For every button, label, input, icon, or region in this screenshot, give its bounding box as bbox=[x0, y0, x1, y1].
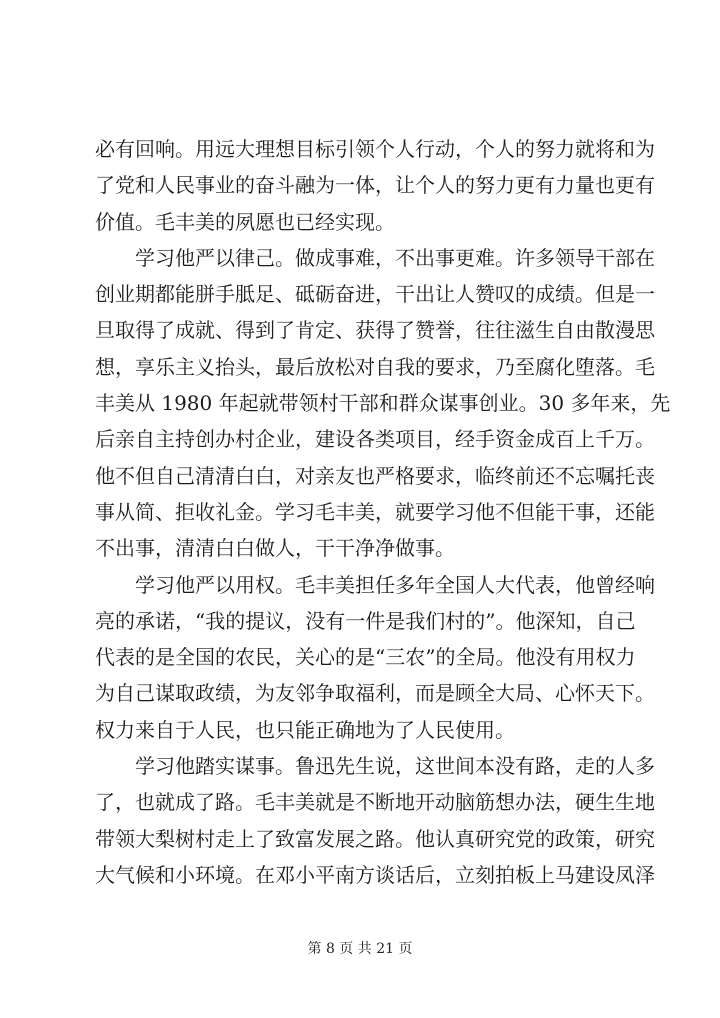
text-line: 他不但自己清清白白，对亲友也严格要求，临终前还不忘嘱托丧 bbox=[95, 463, 655, 488]
text-line: 必有回响。用远大理想目标引领个人行动，个人的努力就将和为 bbox=[95, 137, 655, 161]
text-line: 权力来自于人民，也只能正确地为了人民使用。 bbox=[95, 717, 515, 742]
text-line: 了，也就成了路。毛丰美就是不断地开动脑筋想办法，硬生生地 bbox=[95, 790, 655, 815]
body-text bbox=[95, 131, 671, 893]
paragraph-start-line: 学习他严以用权。毛丰美担任多年全国人大代表，他曾经响 bbox=[135, 572, 655, 597]
text-line: 大气候和小环境。在邓小平南方谈话后，立刻拍板上马建设凤泽 bbox=[95, 862, 655, 887]
text-line: 不出事，清清白白做人，干干净净做事。 bbox=[95, 536, 455, 561]
text-line: 价值。毛丰美的夙愿也已经实现。 bbox=[95, 209, 395, 234]
text-line: 创业期都能胼手胝足、砥砺奋进，干出让人赞叹的成绩。但是一 bbox=[95, 282, 655, 307]
paragraph-start-line: 学习他严以律己。做成事难，不出事更难。许多领导干部在 bbox=[135, 245, 655, 270]
page-footer: 第 8 页 共 21 页 bbox=[307, 941, 413, 957]
text-line: 想，享乐主义抬头，最后放松对自我的要求，乃至腐化堕落。毛 bbox=[95, 354, 655, 379]
text-line: 事从简、拒收礼金。学习毛丰美，就要学习他不但能干事，还能 bbox=[95, 499, 655, 524]
paragraph-start-line: 学习他踏实谋事。鲁迅先生说，这世间本没有路，走的人多 bbox=[135, 754, 655, 779]
text-line: 丰美从 1980 年起就带领村干部和群众谋事创业。30 多年来，先 bbox=[95, 391, 671, 416]
text-line: 带领大梨树村走上了致富发展之路。他认真研究党的政策，研究 bbox=[95, 826, 655, 851]
text-line: 旦取得了成就、得到了肯定、获得了赞誉，往往滋生自由散漫思 bbox=[95, 318, 655, 343]
text-line: 了党和人民事业的奋斗融为一体，让个人的努力更有力量也更有 bbox=[95, 173, 655, 198]
text-line: 代表的是全国的农民，关心的是“三农”的全局。他没有用权力 bbox=[95, 645, 636, 670]
text-line: 亮的承诺，“我的提议，没有一件是我们村的”。他深知，自己 bbox=[95, 608, 636, 633]
text-line: 为自己谋取政绩，为友邻争取福利，而是顾全大局、心怀天下。 bbox=[95, 681, 655, 706]
text-line: 后亲自主持创办村企业，建设各类项目，经手资金成百上千万。 bbox=[95, 427, 655, 452]
